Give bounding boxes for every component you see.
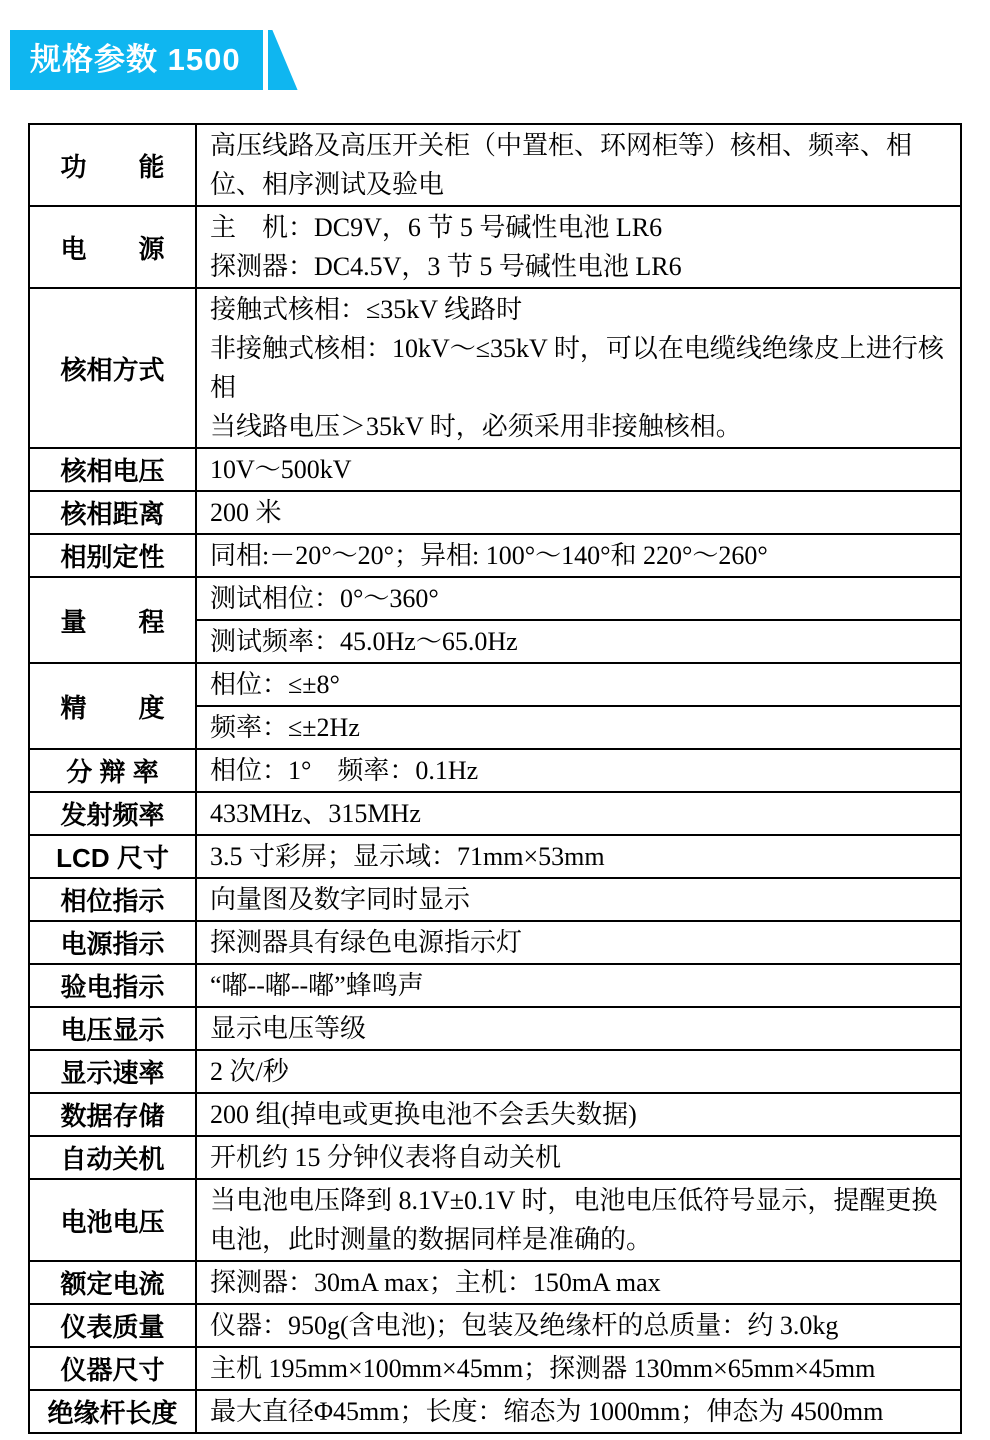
row-values	[197, 289, 960, 447]
table-row	[30, 920, 960, 963]
value-cell	[197, 1094, 960, 1135]
row-values	[197, 1094, 960, 1135]
row-values	[197, 1008, 960, 1049]
value-cell	[197, 1262, 960, 1303]
value-line: 探测器：DC4.5V，3 节 5 号碱性电池 LR6	[210, 252, 682, 281]
value-cell	[197, 705, 960, 748]
value-line: 相位：≤±8°	[210, 670, 340, 699]
row-values	[197, 207, 960, 287]
value-line: “嘟--嘟--嘟”蜂鸣声	[210, 971, 424, 1000]
value-line: 200 组(掉电或更换电池不会丢失数据)	[210, 1100, 637, 1129]
value-line: 显示电压等级	[210, 1014, 367, 1043]
value-line: 接触式核相：≤35kV 线路时	[210, 295, 523, 324]
table-row	[30, 1006, 960, 1049]
table-row	[30, 205, 960, 287]
table-row	[30, 287, 960, 447]
table-row	[30, 834, 960, 877]
row-values	[197, 879, 960, 920]
table-row	[30, 1346, 960, 1389]
value-line: 10V～500kV	[210, 455, 352, 484]
row-values	[197, 1348, 960, 1389]
table-row	[30, 533, 960, 576]
row-label: 电源指示	[30, 922, 197, 963]
table-row	[30, 877, 960, 920]
value-line: 仪器：950g(含电池)；包装及绝缘杆的总质量：约 3.0kg	[210, 1311, 839, 1340]
spec-table	[28, 123, 962, 1434]
value-cell	[197, 289, 960, 447]
row-label: 显示速率	[30, 1051, 197, 1092]
value-cell	[197, 535, 960, 576]
value-cell	[197, 207, 960, 287]
row-label: 功 能	[30, 125, 197, 205]
value-line: 200 米	[210, 498, 282, 527]
value-cell	[197, 1137, 960, 1178]
value-cell	[197, 1305, 960, 1346]
table-row	[30, 1178, 960, 1260]
row-label: 额定电流	[30, 1262, 197, 1303]
row-label: 相别定性	[30, 535, 197, 576]
table-row	[30, 576, 960, 662]
row-label: 自动关机	[30, 1137, 197, 1178]
row-label: 发射频率	[30, 793, 197, 834]
value-cell	[197, 449, 960, 490]
value-cell	[197, 619, 960, 662]
value-line: 2 次/秒	[210, 1057, 289, 1086]
row-label: 核相电压	[30, 449, 197, 490]
value-cell	[197, 578, 960, 619]
value-line: 主机 195mm×100mm×45mm；探测器 130mm×65mm×45mm	[210, 1354, 876, 1383]
row-label: 精 度	[30, 664, 197, 748]
value-cell	[197, 922, 960, 963]
section-banner	[10, 30, 298, 90]
row-values	[197, 449, 960, 490]
value-line: 测试频率：45.0Hz～65.0Hz	[210, 627, 518, 656]
value-cell	[197, 1008, 960, 1049]
value-line: 频率：≤±2Hz	[210, 713, 360, 742]
row-values	[197, 836, 960, 877]
value-line: 高压线路及高压开关柜（中置柜、环网柜等）核相、频率、相位、相序测试及验电	[210, 131, 913, 199]
value-cell	[197, 1051, 960, 1092]
value-cell	[197, 879, 960, 920]
value-line: 探测器：30mA max；主机：150mA max	[210, 1268, 661, 1297]
row-values	[197, 1051, 960, 1092]
row-values	[197, 125, 960, 205]
row-label: 分 辩 率	[30, 750, 197, 791]
row-label: 绝缘杆长度	[30, 1391, 197, 1432]
row-values	[197, 793, 960, 834]
row-values	[197, 965, 960, 1006]
table-row	[30, 791, 960, 834]
value-cell	[197, 836, 960, 877]
row-label: 验电指示	[30, 965, 197, 1006]
row-label: 仪器尺寸	[30, 1348, 197, 1389]
table-row	[30, 748, 960, 791]
value-cell	[197, 492, 960, 533]
row-label: 核相距离	[30, 492, 197, 533]
table-row	[30, 1389, 960, 1432]
row-label: 电 源	[30, 207, 197, 287]
row-values	[197, 1262, 960, 1303]
value-cell	[197, 965, 960, 1006]
value-line: 相位：1° 频率：0.1Hz	[210, 756, 479, 785]
row-values	[197, 1137, 960, 1178]
section-title: 规格参数 1500	[10, 30, 263, 90]
value-cell	[197, 664, 960, 705]
value-line: 测试相位：0°～360°	[210, 584, 439, 613]
row-label: 数据存储	[30, 1094, 197, 1135]
table-row	[30, 1260, 960, 1303]
table-row	[30, 1092, 960, 1135]
value-line: 433MHz、315MHz	[210, 799, 421, 828]
row-values	[197, 1391, 960, 1432]
row-label: 核相方式	[30, 289, 197, 447]
row-values	[197, 922, 960, 963]
row-values	[197, 578, 960, 662]
row-values	[197, 750, 960, 791]
row-label: 电压显示	[30, 1008, 197, 1049]
value-cell	[197, 1391, 960, 1432]
value-line: 主 机：DC9V，6 节 5 号碱性电池 LR6	[210, 213, 663, 242]
row-values	[197, 1180, 960, 1260]
row-values	[197, 664, 960, 748]
row-values	[197, 492, 960, 533]
value-line: 开机约 15 分钟仪表将自动关机	[210, 1143, 562, 1172]
value-line: 最大直径Φ45mm；长度：缩态为 1000mm；伸态为 4500mm	[210, 1397, 884, 1426]
table-row	[30, 490, 960, 533]
row-label: LCD 尺寸	[30, 836, 197, 877]
value-cell	[197, 750, 960, 791]
table-row	[30, 1303, 960, 1346]
row-label: 相位指示	[30, 879, 197, 920]
value-line: 同相:－20°～20°；异相: 100°～140°和 220°～260°	[210, 541, 768, 570]
table-row	[30, 447, 960, 490]
banner-tail-shape	[268, 30, 298, 90]
value-cell	[197, 793, 960, 834]
value-line: 3.5 寸彩屏；显示域：71mm×53mm	[210, 842, 605, 871]
row-values	[197, 535, 960, 576]
value-line: 非接触式核相：10kV～≤35kV 时，可以在电缆线绝缘皮上进行核相	[210, 334, 944, 402]
value-line: 向量图及数字同时显示	[210, 885, 471, 914]
value-line: 当电池电压降到 8.1V±0.1V 时，电池电压低符号显示，提醒更换电池，此时测量的数据同样是准确的。	[210, 1186, 938, 1254]
value-line: 探测器具有绿色电源指示灯	[210, 928, 523, 957]
table-row	[30, 662, 960, 748]
value-cell	[197, 1348, 960, 1389]
table-row	[30, 1049, 960, 1092]
table-row	[30, 1135, 960, 1178]
value-cell	[197, 1180, 960, 1260]
value-line: 当线路电压＞35kV 时，必须采用非接触核相。	[210, 412, 742, 441]
row-values	[197, 1305, 960, 1346]
table-row	[30, 125, 960, 205]
row-label: 仪表质量	[30, 1305, 197, 1346]
value-cell	[197, 125, 960, 205]
row-label: 量 程	[30, 578, 197, 662]
table-row	[30, 963, 960, 1006]
row-label: 电池电压	[30, 1180, 197, 1260]
